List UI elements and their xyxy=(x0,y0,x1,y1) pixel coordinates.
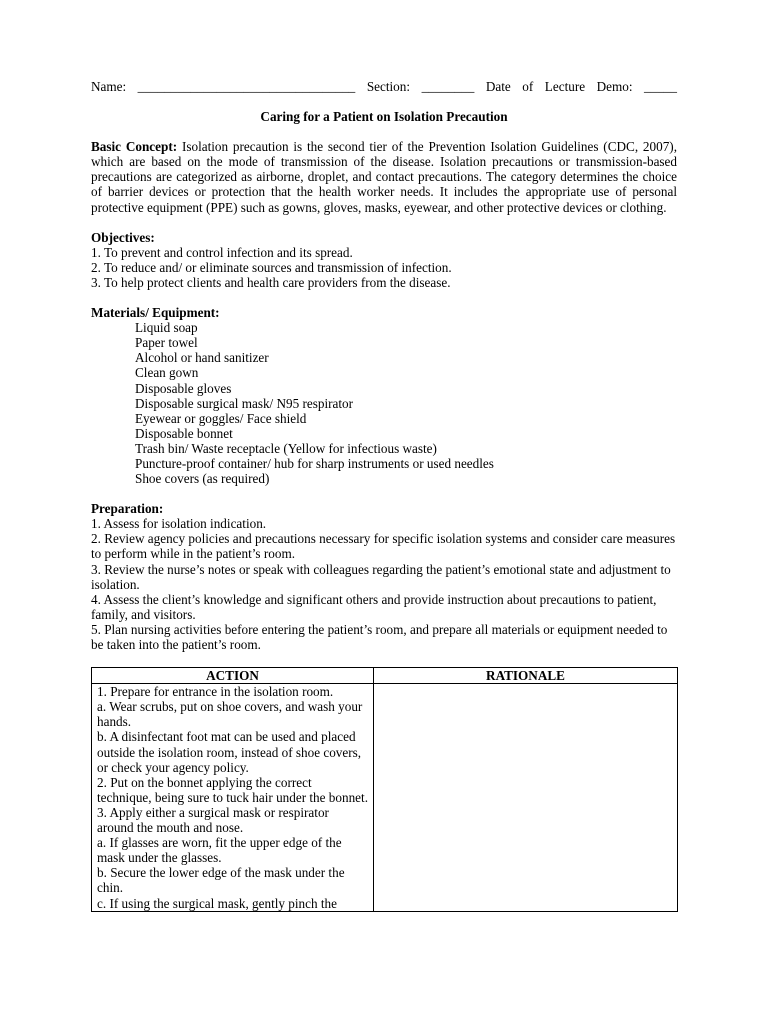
materials-heading: Materials/ Equipment: xyxy=(91,305,220,321)
action-step: b. Secure the lower edge of the mask under the chin. xyxy=(97,865,345,896)
preparation-item: 4. Assess the client’s knowledge and significant others and provide instruction about precautions to patient, family, and visitors. xyxy=(91,591,657,622)
table-header-row xyxy=(92,668,678,684)
action-step: 2. Put on the bonnet applying the correct technique, being sure to tuck hair under the bonnet. xyxy=(97,774,368,805)
name-field: Name: _________________________________ xyxy=(91,79,356,94)
material-item: Disposable gloves xyxy=(135,380,232,396)
material-item: Eyewear or goggles/ Face shield xyxy=(135,410,307,426)
preparation-item: 1. Assess for isolation indication. xyxy=(91,516,267,532)
section-field: Section: ________ xyxy=(366,79,475,94)
action-step: 1. Prepare for entrance in the isolation room. xyxy=(97,684,334,700)
material-item: Puncture-proof container/ hub for sharp instruments or used needles xyxy=(135,455,494,471)
material-item: Clean gown xyxy=(135,365,199,381)
table-row xyxy=(92,684,678,911)
rationale-cell xyxy=(374,684,678,911)
date-field: Date of Lecture Demo: _____ xyxy=(485,79,677,94)
action-step: b. A disinfectant foot mat can be used and placed outside the isolation room, instead of shoe covers, or check your agency policy. xyxy=(97,729,362,775)
preparation-heading: Preparation: xyxy=(91,501,164,517)
objective-item: 3. To help protect clients and health care providers from the disease. xyxy=(91,274,451,290)
material-item: Trash bin/ Waste receptacle (Yellow for infectious waste) xyxy=(135,440,437,456)
material-item: Alcohol or hand sanitizer xyxy=(135,350,269,366)
action-step: a. If glasses are worn, fit the upper edge of the mask under the glasses. xyxy=(97,835,342,866)
preparation-item: 2. Review agency policies and precautions necessary for specific isolation systems and consider care measures to perform while in the patient’s room. xyxy=(91,531,676,562)
material-item: Shoe covers (as required) xyxy=(135,471,270,487)
action-step: c. If using the surgical mask, gently pinch the xyxy=(97,895,338,911)
material-item: Disposable bonnet xyxy=(135,425,233,441)
preparation-item: 5. Plan nursing activities before entering the patient’s room, and prepare all materials or equipment needed to be taken into the patient’s room. xyxy=(91,621,668,652)
action-step: a. Wear scrubs, put on shoe covers, and wash your hands. xyxy=(97,699,363,730)
basic-concept xyxy=(91,139,677,214)
material-item: Paper towel xyxy=(135,335,198,351)
preparation-list xyxy=(91,516,677,652)
basic-concept-text: Isolation precaution is the second tier of the Prevention Isolation Guidelines (CDC, 2007), which are based on the mode of transmission of the disease. Isolation precautions or transmission-based precautions are categorized as airborne, droplet, and contact precautions. The category determines the choice of barrier devices or protection that the health worker needs. It includes the appropriate use of personal protective equipment (PPE) such as gowns, gloves, masks, eyewear, and other protective devices or clothing. xyxy=(91,139,677,215)
objective-item: 1. To prevent and control infection and its spread. xyxy=(91,244,353,260)
action-header: ACTION xyxy=(92,668,374,684)
basic-concept-label: Basic Concept: xyxy=(91,139,178,155)
preparation-item: 3. Review the nurse’s notes or speak with colleagues regarding the patient’s emotional state and adjustment to isolation. xyxy=(91,561,671,592)
material-item: Disposable surgical mask/ N95 respirator xyxy=(135,395,354,411)
action-rationale-table xyxy=(91,667,678,912)
header-fields xyxy=(91,79,677,94)
materials-list xyxy=(91,320,677,486)
material-item: Liquid soap xyxy=(135,320,198,336)
rationale-header: RATIONALE xyxy=(374,668,678,684)
objectives-heading: Objectives: xyxy=(91,229,155,245)
objectives-list xyxy=(91,245,677,290)
objective-item: 2. To reduce and/ or eliminate sources and transmission of infection. xyxy=(91,259,452,275)
action-cell xyxy=(92,684,374,911)
document-page xyxy=(91,79,677,912)
action-step: 3. Apply either a surgical mask or respirator around the mouth and nose. xyxy=(97,804,329,836)
page-title: Caring for a Patient on Isolation Precaution xyxy=(260,109,508,125)
